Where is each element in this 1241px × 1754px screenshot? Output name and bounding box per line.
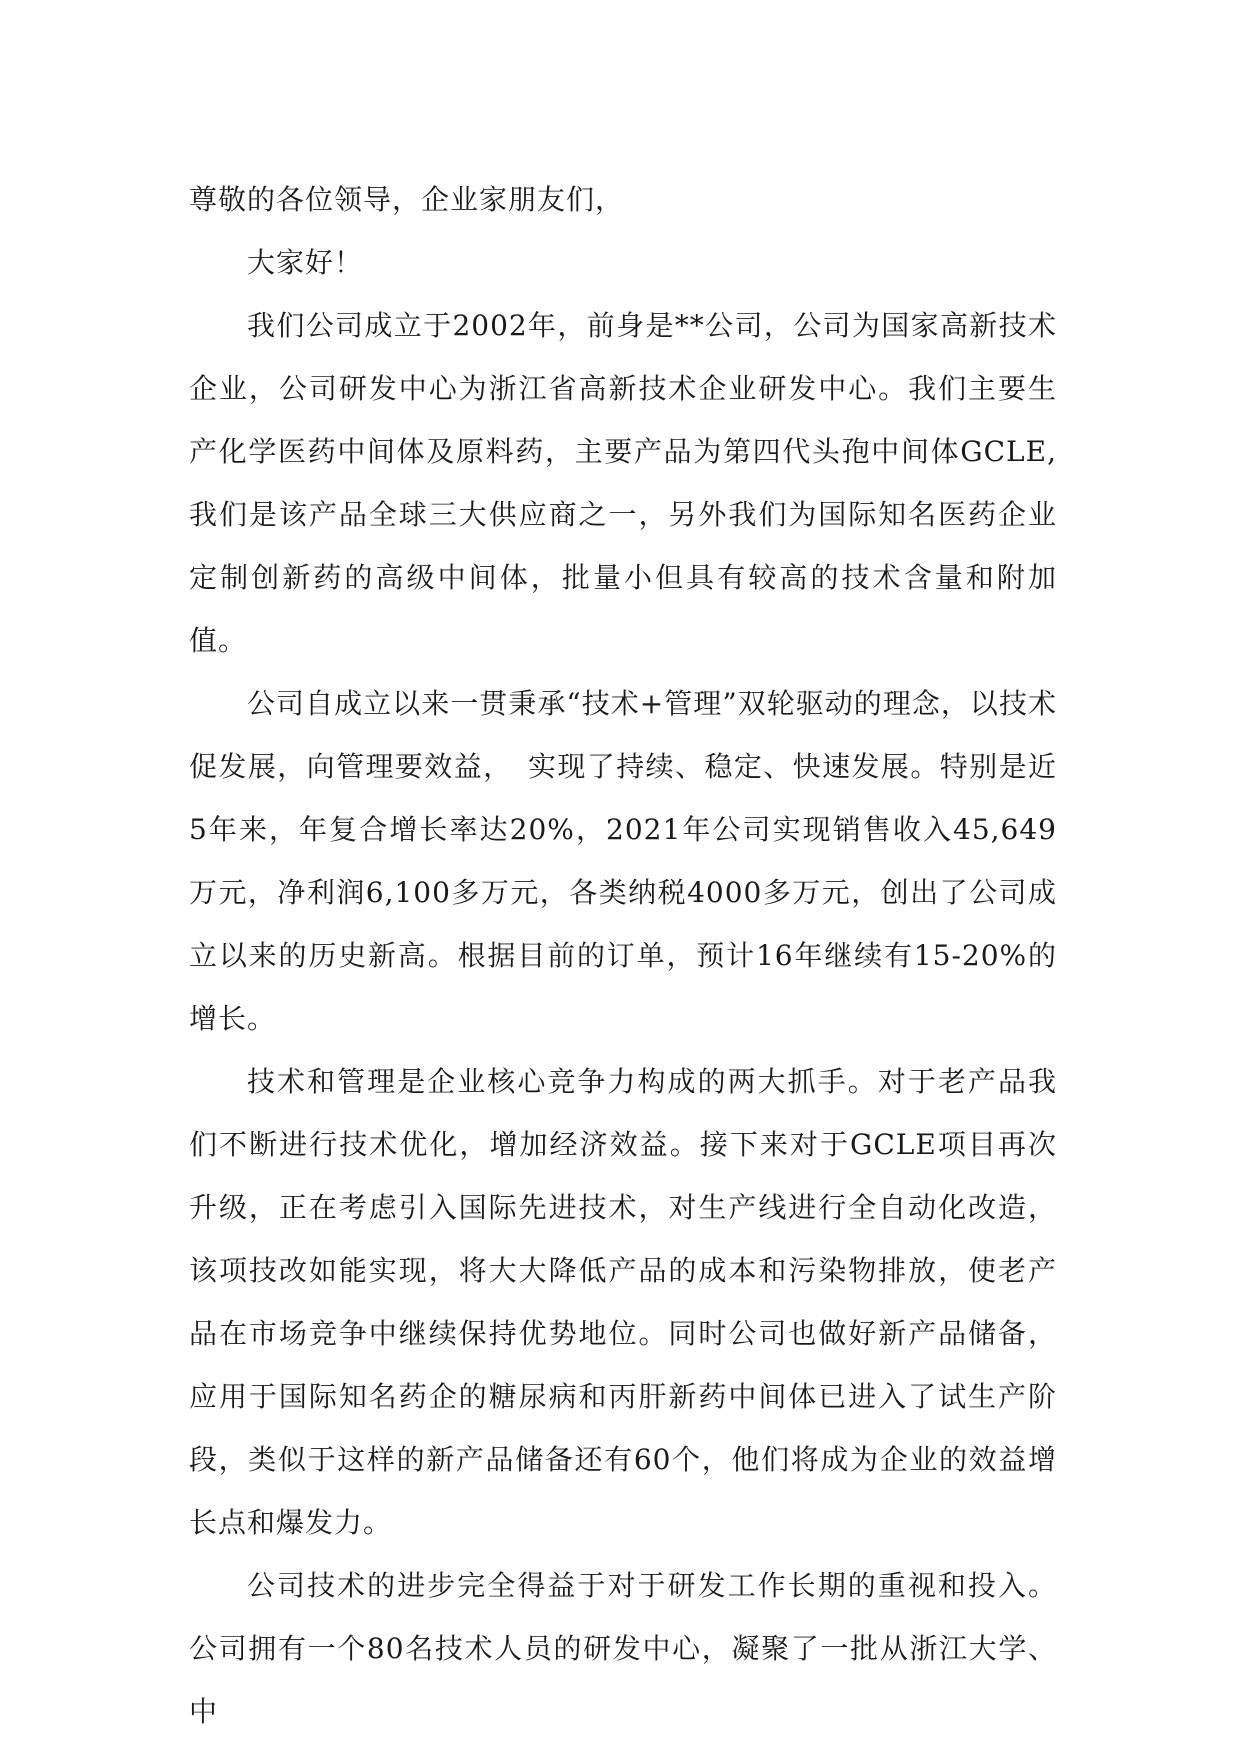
paragraph-rnd: 公司技术的进步完全得益于对于研发工作长期的重视和投入。公司拥有一个80名技术人员的研发中心，凝聚了一批从浙江大学、中 xyxy=(189,1569,1057,1728)
greeting: 大家好！ xyxy=(247,246,364,279)
paragraph-growth: 公司自成立以来一贯秉承“技术+管理”双轮驱动的理念，以技术促发展，向管理要效益， 实现了持续、稳定、快速发展。特别是近5年来，年复合增长率达20%，2021年公司实现销售收入45,649万元，净利润6,100多万元，各类纳税4000多万元，创出了公司成立以来的历史新高。根据目前的订单，预计16年继续有15-20%的增长。 xyxy=(189,687,1057,1035)
salutation: 尊敬的各位领导，企业家朋友们， xyxy=(189,183,625,216)
document-body xyxy=(189,168,1057,1743)
paragraph-company-intro: 我们公司成立于2002年，前身是**公司，公司为国家高新技术企业，公司研发中心为浙江省高新技术企业研发中心。我们主要生产化学医药中间体及原料药，主要产品为第四代头孢中间体GCLE,我们是该产品全球三大供应商之一，另外我们为国际知名医药企业定制创新药的高级中间体，批量小但具有较高的技术含量和附加值。 xyxy=(189,309,1057,657)
paragraph-tech-management: 技术和管理是企业核心竞争力构成的两大抓手。对于老产品我们不断进行技术优化，增加经济效益。接下来对于GCLE项目再次升级，正在考虑引入国际先进技术，对生产线进行全自动化改造，该项技改如能实现，将大大降低产品的成本和污染物排放，使老产品在市场竞争中继续保持优势地位。同时公司也做好新产品储备，应用于国际知名药企的糖尿病和丙肝新药中间体已进入了试生产阶段，类似于这样的新产品储备还有60个，他们将成为企业的效益增长点和爆发力。 xyxy=(189,1065,1057,1539)
